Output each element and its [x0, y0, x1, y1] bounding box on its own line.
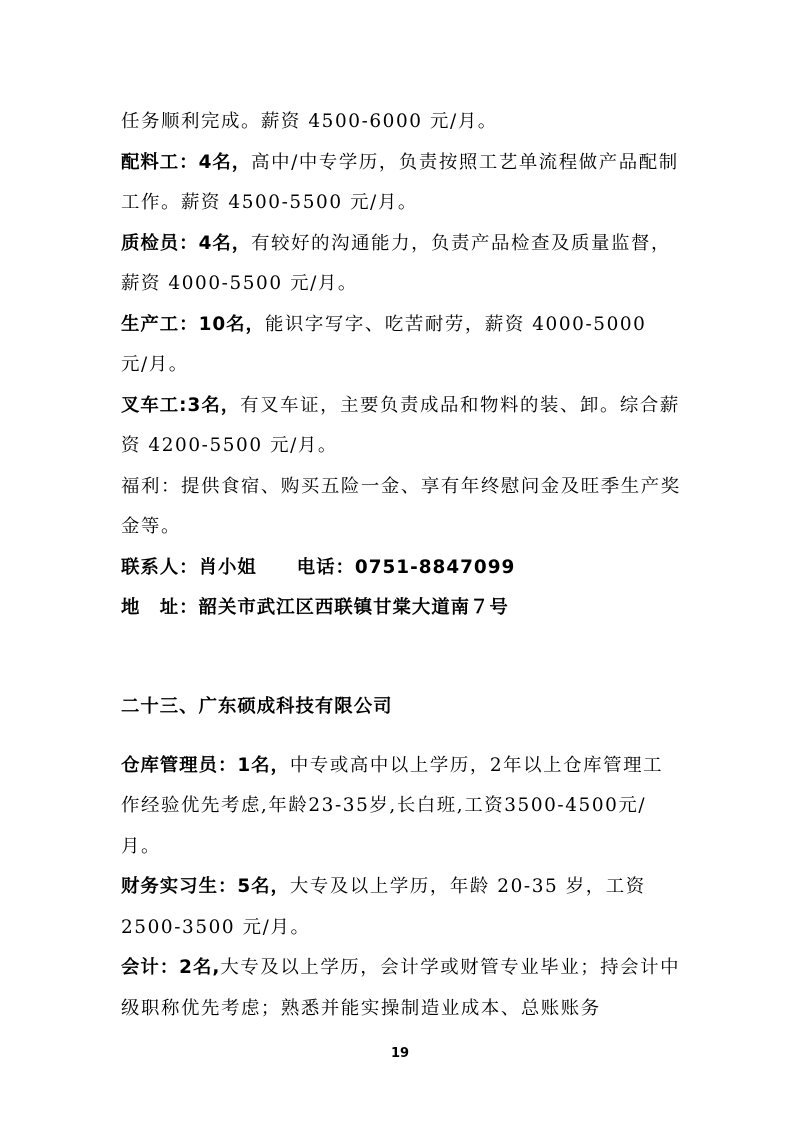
page-number: 19 [390, 1046, 410, 1061]
job-item [121, 746, 681, 868]
contact-phone: 电话：0751-8847099 [296, 556, 516, 578]
job-item [121, 224, 681, 305]
contact-person: 联系人：肖小姐 [121, 556, 257, 578]
job-label: 质检员：4名， [121, 232, 252, 254]
page-content [121, 102, 681, 1029]
contact-line [121, 548, 681, 589]
section-spacer [121, 629, 681, 669]
job-description: 能识字写字、吃苦耐劳，薪资 4000-5000 元/月。 [121, 313, 647, 375]
continued-text: 任务顺利完成。薪资 4500-6000 元/月。 [121, 111, 498, 132]
company-heading: 二十三、广东硕成科技有限公司 [121, 695, 393, 717]
job-label: 会计：2名, [121, 957, 221, 979]
job-label: 财务实习生：5名， [121, 876, 290, 898]
benefits-text: 福利：提供食宿、购买五险一金、享有年终慰问金及旺季生产奖金等。 [121, 475, 681, 537]
address-line: 地 址：韶关市武江区西联镇甘棠大道南７号 [121, 597, 509, 618]
job-description: 有较好的沟通能力，负责产品检查及质量监督，薪资 4000-5500 元/月。 [121, 232, 671, 294]
job-item [121, 948, 681, 1029]
job-description: 中专或高中以上学历，2年以上仓库管理工作经验优先考虑,年龄23-35岁,长白班,工资3500-4500元/月。 [121, 754, 664, 857]
job-description: 大专及以上学历，会计学或财管专业毕业；持会计中级职称优先考虑；熟悉并能实操制造业成本、总账账务 [121, 957, 681, 1019]
job-item [121, 386, 681, 467]
job-item [121, 867, 681, 948]
job-item [121, 305, 681, 386]
job-label: 叉车工:3名， [121, 394, 241, 416]
job-item [121, 143, 681, 224]
job-label: 仓库管理员：1名， [121, 754, 290, 776]
job-description: 大专及以上学历，年龄 20-35 岁，工资2500-3500 元/月。 [121, 876, 646, 938]
job-label: 配料工：4名， [121, 151, 252, 173]
job-description: 有叉车证，主要负责成品和物料的装、卸。综合薪资 4200-5500 元/月。 [121, 394, 680, 456]
job-label: 生产工：10名， [121, 313, 265, 335]
job-description: 高中/中专学历，负责按照工艺单流程做产品配制工作。薪资 4500-5500 元/月。 [121, 151, 679, 213]
